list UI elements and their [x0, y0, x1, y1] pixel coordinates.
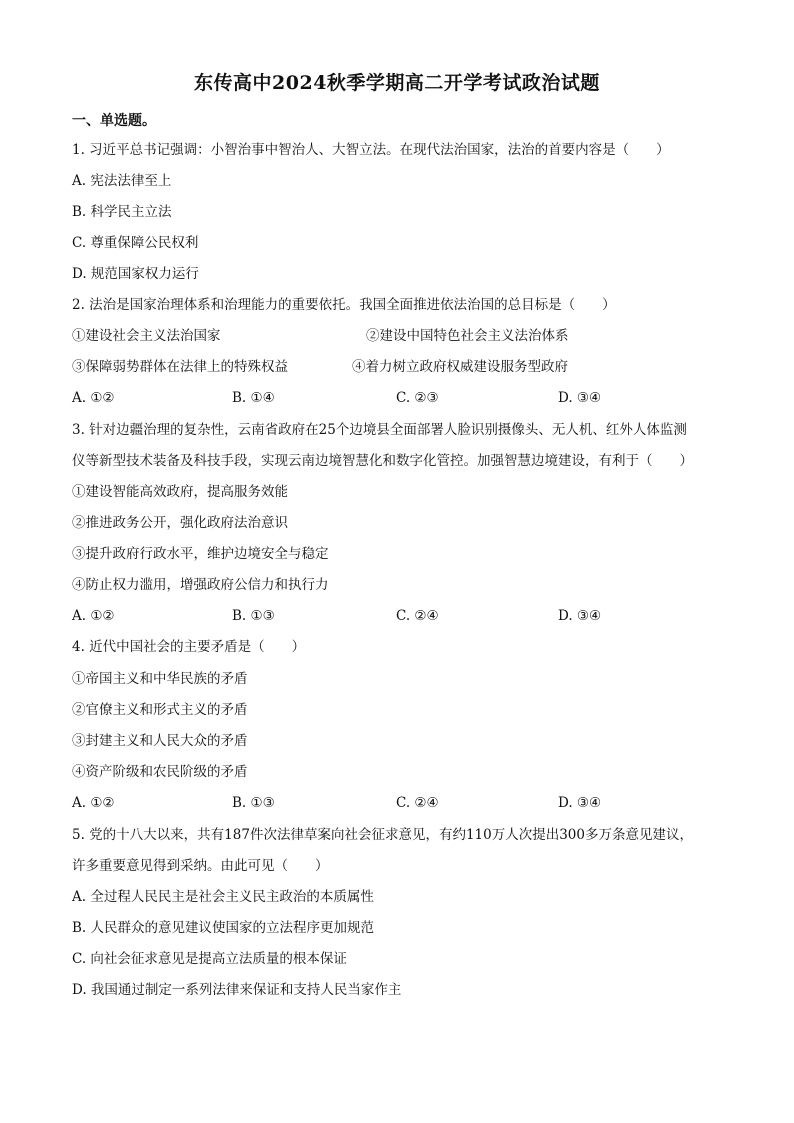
question-4-statement-2: ②官僚主义和形式主义的矛盾	[72, 702, 248, 718]
question-5-stem-line-2: 许多重要意见得到采纳。由此可见（ ）	[72, 858, 329, 874]
page-title: 东传高中2024秋季学期高二开学考试政治试题	[194, 72, 600, 94]
question-1-option-d: D. 规范国家权力运行	[72, 266, 199, 282]
question-3-options	[72, 607, 732, 625]
section-heading: 一、单选题。	[72, 113, 156, 129]
question-3-option-a: A. ①②	[72, 608, 115, 624]
question-1-option-a: A. 宪法法律至上	[72, 173, 172, 189]
question-4-option-c: C. ②④	[396, 795, 439, 811]
question-5-option-b: B. 人民群众的意见建议使国家的立法程序更加规范	[72, 920, 375, 936]
question-3-option-b: B. ①③	[232, 608, 275, 624]
question-5-stem-line-1: 5. 党的十八大以来，共有187件次法律草案向社会征求意见，有约110万人次提出300多万条意见建议，	[72, 827, 693, 843]
question-2-statement-1: ①建设社会主义法治国家	[72, 328, 221, 344]
question-3-stem-line-1: 3. 针对边疆治理的复杂性，云南省政府在25个边境县全面部署人脸识别摄像头、无人机、红外人体监测	[72, 422, 687, 438]
question-2-option-b: B. ①④	[232, 390, 275, 406]
question-2-statement-4: ④着力树立政府权威建设服务型政府	[352, 359, 568, 375]
question-4-statement-1: ①帝国主义和中华民族的矛盾	[72, 671, 248, 687]
question-3-stem-line-2: 仪等新型技术装备及科技手段，实现云南边境智慧化和数字化管控。加强智慧边境建设，有利于（ ）	[72, 453, 693, 469]
question-2-statement-2: ②建设中国特色社会主义法治体系	[366, 328, 569, 344]
question-4-option-d: D. ③④	[558, 795, 602, 811]
question-1-option-b: B. 科学民主立法	[72, 204, 172, 220]
question-5-option-a: A. 全过程人民民主是社会主义民主政治的本质属性	[72, 889, 374, 905]
question-5-option-d: D. 我国通过制定一系列法律来保证和支持人民当家作主	[72, 982, 402, 998]
question-4-option-b: B. ①③	[232, 795, 275, 811]
question-3-option-d: D. ③④	[558, 608, 602, 624]
question-3-option-c: C. ②④	[396, 608, 439, 624]
question-2-options	[72, 389, 732, 407]
question-2-option-c: C. ②③	[396, 390, 439, 406]
question-3-statement-3: ③提升政府行政水平，维护边境安全与稳定	[72, 546, 329, 562]
question-2-stem: 2. 法治是国家治理体系和治理能力的重要依托。我国全面推进依法治国的总目标是（ ）	[72, 297, 616, 313]
question-2-statement-3: ③保障弱势群体在法律上的特殊权益	[72, 359, 288, 375]
question-4-options	[72, 794, 732, 812]
question-4-stem: 4. 近代中国社会的主要矛盾是（ ）	[72, 639, 306, 655]
question-3-statement-4: ④防止权力滥用，增强政府公信力和执行力	[72, 577, 329, 593]
question-4-option-a: A. ①②	[72, 795, 115, 811]
question-2-option-d: D. ③④	[558, 390, 602, 406]
question-1-stem: 1. 习近平总书记强调：小智治事中智治人、大智立法。在现代法治国家，法治的首要内容是（ ）	[72, 142, 670, 158]
question-2-statements-row-2	[72, 358, 732, 376]
question-5-option-c: C. 向社会征求意见是提高立法质量的根本保证	[72, 951, 347, 967]
question-2-option-a: A. ①②	[72, 390, 115, 406]
question-3-statement-2: ②推进政务公开，强化政府法治意识	[72, 515, 288, 531]
question-1-option-c: C. 尊重保障公民权利	[72, 235, 199, 251]
question-4-statement-4: ④资产阶级和农民阶级的矛盾	[72, 764, 248, 780]
question-3-statement-1: ①建设智能高效政府，提高服务效能	[72, 484, 288, 500]
question-2-statements-row-1	[72, 327, 732, 345]
question-4-statement-3: ③封建主义和人民大众的矛盾	[72, 733, 248, 749]
